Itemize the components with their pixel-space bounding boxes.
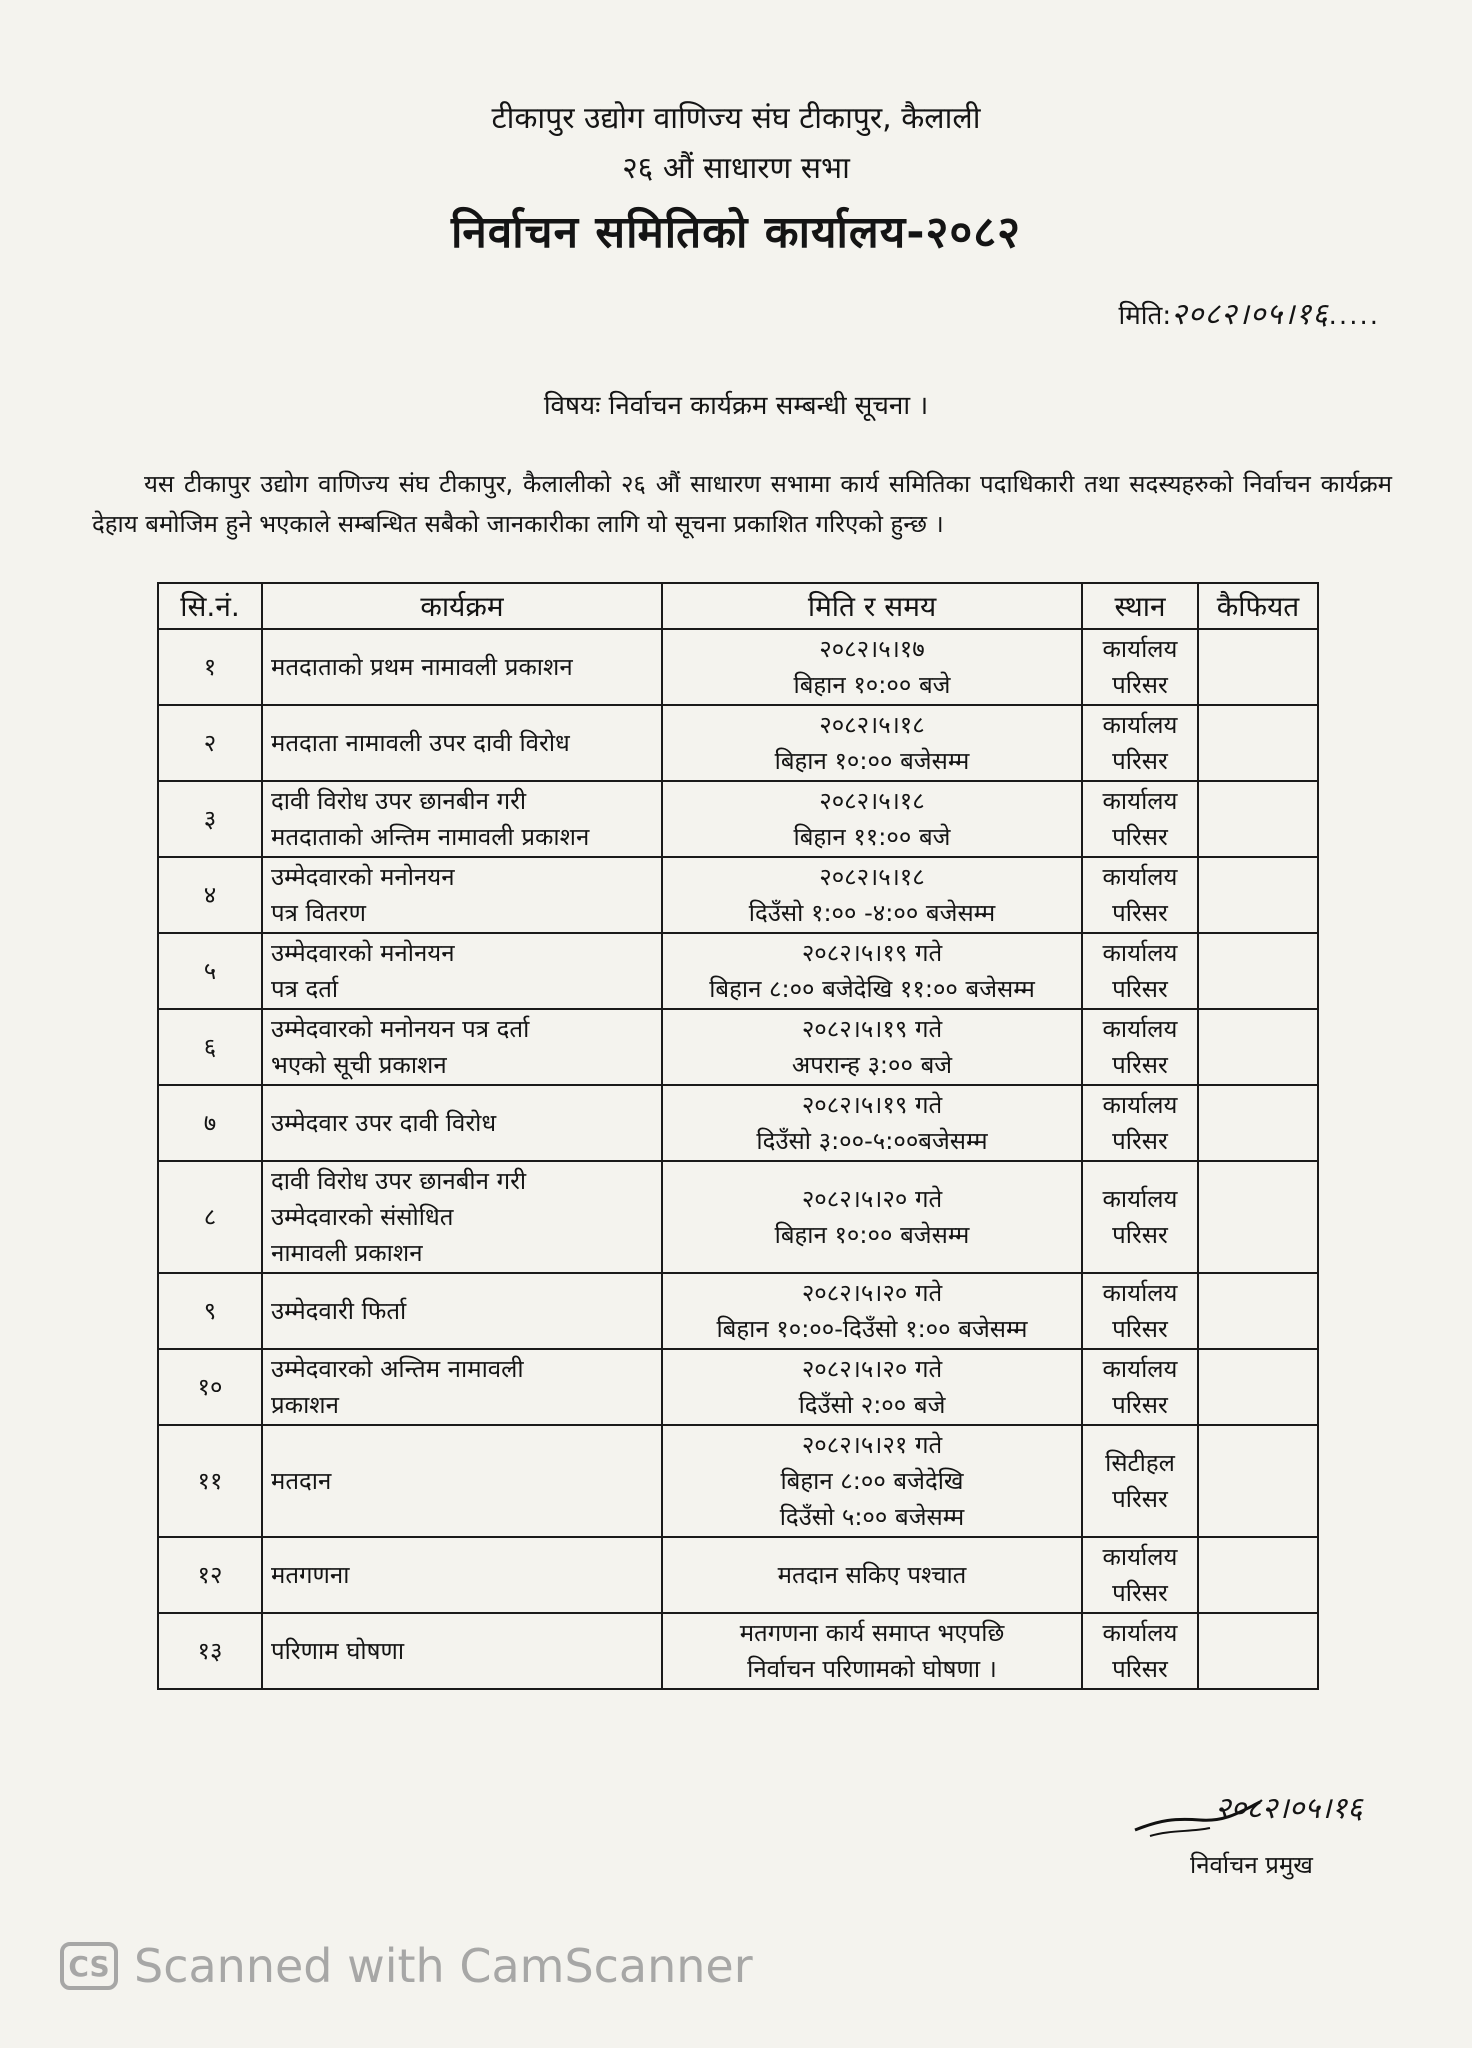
cell-datetime: मतगणना कार्य समाप्त भएपछि निर्वाचन परिणामको घोषणा । [662, 1613, 1082, 1689]
cell-datetime: २०८२।५।१९ गते दिउँसो ३:००-५:००बजेसम्म [662, 1085, 1082, 1161]
cell-datetime: २०८२।५।२० गते दिउँसो २:०० बजे [662, 1349, 1082, 1425]
table-row [158, 1425, 1318, 1537]
cell-serial: १३ [158, 1613, 262, 1689]
cell-program: मतदाताको प्रथम नामावली प्रकाशन [262, 629, 662, 705]
table-row [158, 857, 1318, 933]
table-body [158, 629, 1318, 1689]
table-header-row [158, 583, 1318, 629]
cell-datetime: २०८२।५।२१ गते बिहान ८:०० बजेदेखि दिउँसो ५:०० बजेसम्म [662, 1425, 1082, 1537]
cell-serial: २ [158, 705, 262, 781]
header-program: कार्यक्रम [262, 583, 662, 629]
cell-datetime: २०८२।५।२० गते बिहान १०:००-दिउँसो १:०० बजेसम्म [662, 1273, 1082, 1349]
date-line [1119, 292, 1380, 333]
cell-datetime: २०८२।५।१९ गते अपरान्ह ३:०० बजे [662, 1009, 1082, 1085]
header-datetime: मिति र समय [662, 583, 1082, 629]
cell-serial: ६ [158, 1009, 262, 1085]
cell-serial: ११ [158, 1425, 262, 1537]
cell-datetime: २०८२।५।१७ बिहान १०:०० बजे [662, 629, 1082, 705]
cell-place: कार्यालय परिसर [1082, 1161, 1198, 1273]
cell-place: कार्यालय परिसर [1082, 781, 1198, 857]
watermark-text: Scanned with CamScanner [134, 1939, 753, 1993]
header-remarks: कैफियत [1198, 583, 1318, 629]
cell-datetime: २०८२।५।१९ गते बिहान ८:०० बजेदेखि ११:०० बजेसम्म [662, 933, 1082, 1009]
cell-program: उम्मेदवारी फिर्ता [262, 1273, 662, 1349]
cell-remarks [1198, 705, 1318, 781]
cell-program: उम्मेदवारको अन्तिम नामावली प्रकाशन [262, 1349, 662, 1425]
cell-remarks [1198, 1085, 1318, 1161]
cell-serial: १२ [158, 1537, 262, 1613]
table-row [158, 705, 1318, 781]
table-row [158, 1009, 1318, 1085]
meeting-title: २६ औं साधारण सभा [622, 151, 850, 186]
table-row [158, 1349, 1318, 1425]
cell-remarks [1198, 1009, 1318, 1085]
cell-serial: ५ [158, 933, 262, 1009]
handwritten-date: २०८२।०५।१६ [1171, 297, 1329, 332]
cell-program: दावी विरोध उपर छानबीन गरी उम्मेदवारको संसोधित नामावली प्रकाशन [262, 1161, 662, 1273]
cell-program: मतदान [262, 1425, 662, 1537]
cell-place: कार्यालय परिसर [1082, 629, 1198, 705]
cell-serial: ८ [158, 1161, 262, 1273]
table-row [158, 1085, 1318, 1161]
table-row [158, 781, 1318, 857]
cell-datetime: २०८२।५।२० गते बिहान १०:०० बजेसम्म [662, 1161, 1082, 1273]
cell-place: कार्यालय परिसर [1082, 705, 1198, 781]
cell-place: कार्यालय परिसर [1082, 1009, 1198, 1085]
cell-place: कार्यालय परिसर [1082, 1613, 1198, 1689]
date-dots: ..... [1328, 301, 1380, 331]
cell-remarks [1198, 1161, 1318, 1273]
cell-program: दावी विरोध उपर छानबीन गरी मतदाताको अन्तिम नामावली प्रकाशन [262, 781, 662, 857]
cell-serial: ४ [158, 857, 262, 933]
table-row [158, 1613, 1318, 1689]
cell-place: कार्यालय परिसर [1082, 933, 1198, 1009]
signature-label: निर्वाचन प्रमुख [1190, 1851, 1313, 1879]
cell-serial: ९ [158, 1273, 262, 1349]
cell-serial: ३ [158, 781, 262, 857]
subject-line: विषयः निर्वाचन कार्यक्रम सम्बन्धी सूचना । [543, 391, 929, 421]
cell-remarks [1198, 1537, 1318, 1613]
cell-program: मतदाता नामावली उपर दावी विरोध [262, 705, 662, 781]
org-name: टीकापुर उद्योग वाणिज्य संघ टीकापुर, कैलाली [491, 101, 981, 136]
cell-remarks [1198, 1613, 1318, 1689]
cell-program: उम्मेदवारको मनोनयन पत्र दर्ता भएको सूची प्रकाशन [262, 1009, 662, 1085]
cell-place: सिटीहल परिसर [1082, 1425, 1198, 1537]
cell-program: परिणाम घोषणा [262, 1613, 662, 1689]
cell-place: कार्यालय परिसर [1082, 1349, 1198, 1425]
cell-datetime: २०८२।५।१८ दिउँसो १:०० -४:०० बजेसम्म [662, 857, 1082, 933]
header-place: स्थान [1082, 583, 1198, 629]
notice-paragraph: यस टीकापुर उद्योग वाणिज्य संघ टीकापुर, कैलालीको २६ औं साधारण सभामा कार्य समितिका पदाधिकारी तथा सदस्यहरुको निर्वाचन कार्यक्रम देहाय बमोजिम हुने भएकाले सम्बन्धित सबैको जानकारीका लागि यो सूचना प्रकाशित गरिएको हुन्छ । [92, 470, 1392, 538]
cell-remarks [1198, 933, 1318, 1009]
cell-place: कार्यालय परिसर [1082, 1085, 1198, 1161]
cell-program: उम्मेदवार उपर दावी विरोध [262, 1085, 662, 1161]
cell-remarks [1198, 1349, 1318, 1425]
cell-remarks [1198, 781, 1318, 857]
date-label: मिति: [1118, 301, 1172, 331]
cell-remarks [1198, 1273, 1318, 1349]
table-row [158, 1273, 1318, 1349]
cell-program: उम्मेदवारको मनोनयन पत्र दर्ता [262, 933, 662, 1009]
election-schedule-table [157, 582, 1319, 1690]
camscanner-logo-icon: CS [60, 1942, 118, 1990]
cell-program: उम्मेदवारको मनोनयन पत्र वितरण [262, 857, 662, 933]
cell-serial: ७ [158, 1085, 262, 1161]
cell-place: कार्यालय परिसर [1082, 1537, 1198, 1613]
cell-serial: १ [158, 629, 262, 705]
cell-place: कार्यालय परिसर [1082, 857, 1198, 933]
table-row [158, 1161, 1318, 1273]
cell-datetime: २०८२।५।१८ बिहान ११:०० बजे [662, 781, 1082, 857]
office-title: निर्वाचन समितिको कार्यालय-२०८२ [450, 207, 1022, 258]
cell-program: मतगणना [262, 1537, 662, 1613]
cell-serial: १० [158, 1349, 262, 1425]
cell-remarks [1198, 1425, 1318, 1537]
cell-remarks [1198, 857, 1318, 933]
cell-datetime: मतदान सकिए पश्चात [662, 1537, 1082, 1613]
table-row [158, 933, 1318, 1009]
table-row [158, 629, 1318, 705]
cell-place: कार्यालय परिसर [1082, 1273, 1198, 1349]
cell-datetime: २०८२।५।१८ बिहान १०:०० बजेसम्म [662, 705, 1082, 781]
cell-remarks [1198, 629, 1318, 705]
signature-date: २०८२।०५।१६ [1215, 1791, 1363, 1826]
table-row [158, 1537, 1318, 1613]
header-serial: सि.नं. [158, 583, 262, 629]
camscanner-watermark [60, 1936, 753, 1996]
